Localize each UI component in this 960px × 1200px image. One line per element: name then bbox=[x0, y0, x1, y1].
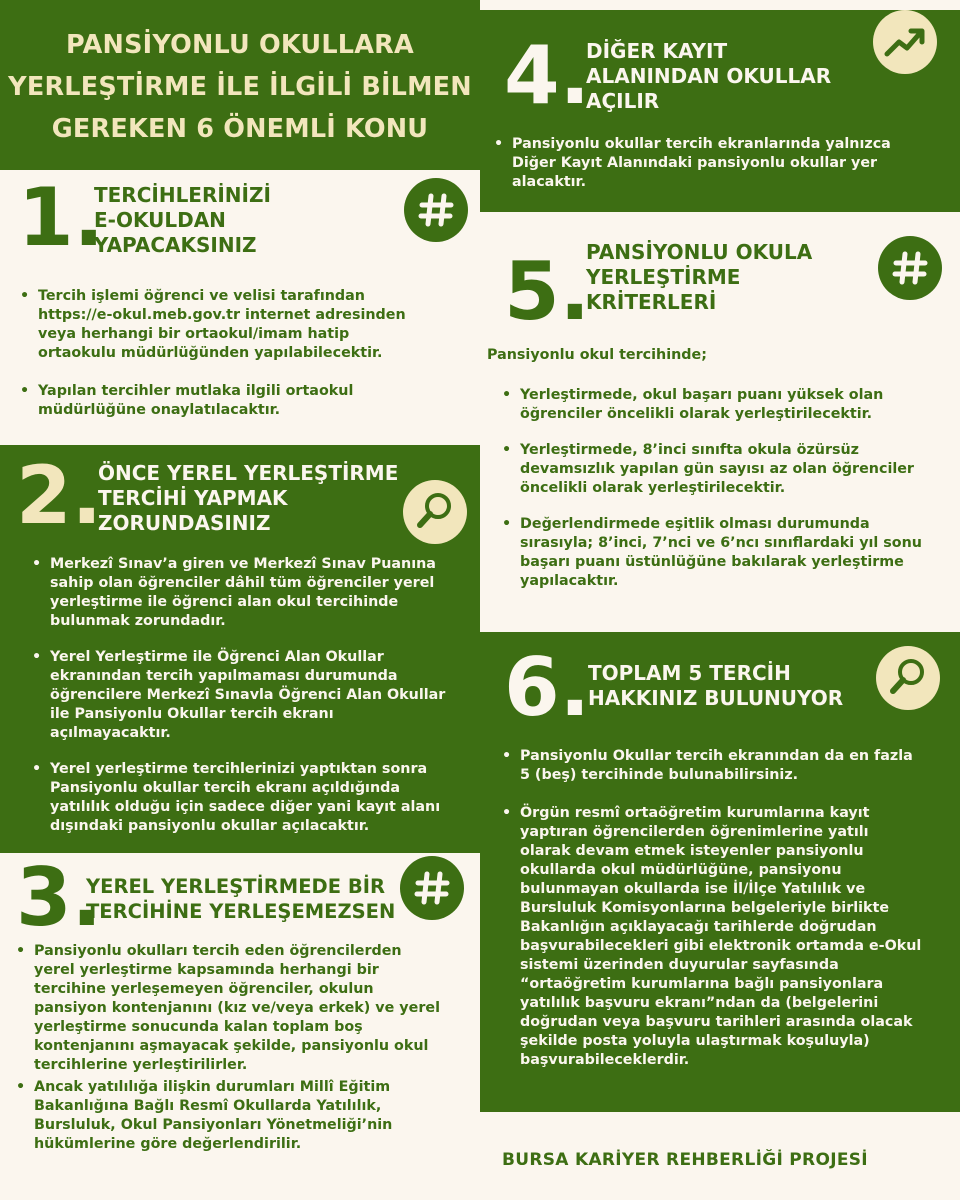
section-6-number: 6. bbox=[504, 641, 591, 734]
section-3-title-line: TERCİHİNE YERLEŞEMEZSEN bbox=[86, 900, 396, 923]
section-1-bullets bbox=[18, 287, 470, 420]
section-1-title-line: E-OKULDAN bbox=[94, 208, 226, 232]
list-item: • Yerleştirmede, 8’inci sınıfta okula özürsüz devamsızlık yapılan gün sayısı az olan öğrenciler öncelikli olarak yerleştirilecektir. bbox=[500, 441, 952, 498]
list-item: • Pansiyonlu okulları tercih eden öğrencilerden yerel yerleştirme kapsamında herhangi bir tercihine yerleşemeyen öğrenciler, okulun pansiyon kontenjanını (kız ve/veya erkek) ve yerel yerleştirme sonucunda kalan toplam boş kontenjanını aşmayacak şekilde, pansiyonlu okul tercihlerine yerleştirilirler. bbox=[14, 942, 474, 1075]
section-3-bullets bbox=[14, 942, 474, 1154]
section-4-title-line: AÇILIR bbox=[586, 89, 660, 113]
list-item: • Merkezî Sınav’a giren ve Merkezî Sınav Puanına sahip olan öğrenciler dâhil tüm öğrenciler yerel yerleştirme ile öğrenci alan okul tercihinde bulunmak zorundadır. bbox=[30, 555, 475, 631]
section-5-title-line: PANSİYONLU OKULA bbox=[586, 240, 813, 264]
list-item: • Pansiyonlu okullar tercih ekranlarında yalnızca Diğer Kayıt Alanındaki pansiyonlu okullar yer alacaktır. bbox=[492, 135, 952, 192]
magnifier-icon bbox=[876, 646, 940, 710]
section-5-bullets bbox=[500, 386, 952, 591]
main-title-line: PANSİYONLU OKULLARA bbox=[66, 30, 414, 60]
section-2-number: 2. bbox=[16, 449, 103, 542]
footer-text: BURSA KARİYER REHBERLİĞİ PROJESİ bbox=[502, 1150, 868, 1170]
section-5-intro: Pansiyonlu okul tercihinde; bbox=[487, 347, 707, 363]
list-item: • Pansiyonlu Okullar tercih ekranından da en fazla 5 (beş) tercihinde bulunabilirsiniz. bbox=[500, 747, 955, 785]
list-item: • Yerleştirmede, okul başarı puanı yüksek olan öğrenciler öncelikli olarak yerleştirilecektir. bbox=[500, 386, 952, 424]
section-1-number: 1. bbox=[18, 171, 105, 264]
section-6-bullets bbox=[500, 747, 955, 1070]
list-item: • Yapılan tercihler mutlaka ilgili ortaokul müdürlüğüne onaylatılacaktır. bbox=[18, 382, 470, 420]
section-5-title-line: YERLEŞTİRME bbox=[586, 265, 741, 289]
section-4-title-line: ALANINDAN OKULLAR bbox=[586, 64, 832, 88]
list-item: • Yerel yerleştirme tercihlerinizi yaptıktan sonra Pansiyonlu okullar tercih ekranı açıldığında yatılılık olduğu için sadece diğer yani kayıt alanı dışındaki pansiyonlu okullar açılacaktır. bbox=[30, 760, 475, 836]
section-1-title bbox=[94, 183, 271, 258]
section-2-title-line: TERCİHİ YAPMAK bbox=[98, 486, 288, 510]
hashtag-icon bbox=[400, 856, 464, 920]
main-title-line: YERLEŞTİRME İLE İLGİLİ BİLMEN bbox=[8, 72, 472, 102]
top-right-strip bbox=[480, 0, 960, 10]
list-item: • Ancak yatılılığa ilişkin durumları Millî Eğitim Bakanlığına Bağlı Resmî Okullarda Yatılılık, Bursluluk, Okul Pansiyonları Yönetmeliği’nin hükümlerine göre değerlendirilir. bbox=[14, 1078, 474, 1154]
section-4-bullets bbox=[492, 135, 952, 192]
list-item: • Değerlendirmede eşitlik olması durumunda sırasıyla; 8’inci, 7’nci ve 6’ncı sınıflardaki yıl sonu başarı puanı üstünlüğüne bakılarak yerleştirme yapılacaktır. bbox=[500, 515, 952, 591]
trend-up-icon bbox=[873, 10, 937, 74]
list-item: • Yerel Yerleştirme ile Öğrenci Alan Okullar ekranından tercih yapılmaması durumunda öğrencilere Merkezî Sınavla Öğrenci Alan Okullar ile Pansiyonlu Okullar tercih ekranı açılmayacaktır. bbox=[30, 648, 475, 743]
main-title bbox=[0, 0, 480, 150]
hashtag-icon bbox=[878, 236, 942, 300]
header-block bbox=[0, 0, 480, 170]
list-item: • Tercih işlemi öğrenci ve velisi tarafından https://e-okul.meb.gov.tr internet adresinden veya herhangi bir ortaokul/imam hatip ortaokulu müdürlüğünden yapılabilecektir. bbox=[18, 287, 470, 363]
section-6-title bbox=[588, 661, 843, 711]
section-3-number: 3. bbox=[16, 851, 103, 944]
section-4-title-line: DİĞER KAYIT bbox=[586, 39, 728, 63]
section-2-title-line: ZORUNDASINIZ bbox=[98, 511, 271, 535]
section-3-title bbox=[86, 874, 395, 924]
hashtag-icon bbox=[404, 178, 468, 242]
section-2-title bbox=[98, 461, 398, 536]
list-item: • Örgün resmî ortaöğretim kurumlarına kayıt yaptıran öğrencilerden öğrenimlerine yatılı olarak devam etmek isteyenler pansiyonlu okullarda okul müdürlüğüne, pansiyonu bulunmayan okullarda ise İl/İlçe Yatılılık ve Bursluluk Komisyonlarına belgeleriyle birlikte Bakanlığın açıklayacağı tarihlerde doğrudan başvurabilecekleri gibi elektronik ortamda e-Okul sistemi üzerinden duyurular sayfasında “ortaöğretim kurumlarına bağlı pansiyonlara yatılılık başvuru ekranı”ndan da (belgelerini doğrudan veya başvuru tarihleri arasında olacak şekilde posta yoluyla ulaştırmak koşuluyla) başvurabileceklerdir. bbox=[500, 804, 955, 1070]
section-2-bullets bbox=[30, 555, 475, 836]
section-5-number: 5. bbox=[504, 245, 591, 338]
magnifier-icon bbox=[403, 480, 467, 544]
section-5-title bbox=[586, 240, 812, 315]
section-4-title bbox=[586, 39, 831, 114]
section-2-title-line: ÖNCE YEREL YERLEŞTİRME bbox=[98, 461, 399, 485]
section-6-title-line: HAKKINIZ BULUNUYOR bbox=[588, 686, 844, 710]
section-5-title-line: KRİTERLERİ bbox=[586, 290, 717, 314]
section-1-title-line: TERCİHLERİNİZİ bbox=[94, 183, 271, 207]
section-1-title-line: YAPACAKSINIZ bbox=[94, 233, 257, 257]
section-6-title-line: TOPLAM 5 TERCİH bbox=[588, 661, 791, 685]
section-3-title-line: YEREL YERLEŞTİRMEDE BİR bbox=[86, 875, 385, 898]
section-4-number: 4. bbox=[504, 29, 591, 122]
main-title-line: GEREKEN 6 ÖNEMLİ KONU bbox=[51, 114, 429, 144]
